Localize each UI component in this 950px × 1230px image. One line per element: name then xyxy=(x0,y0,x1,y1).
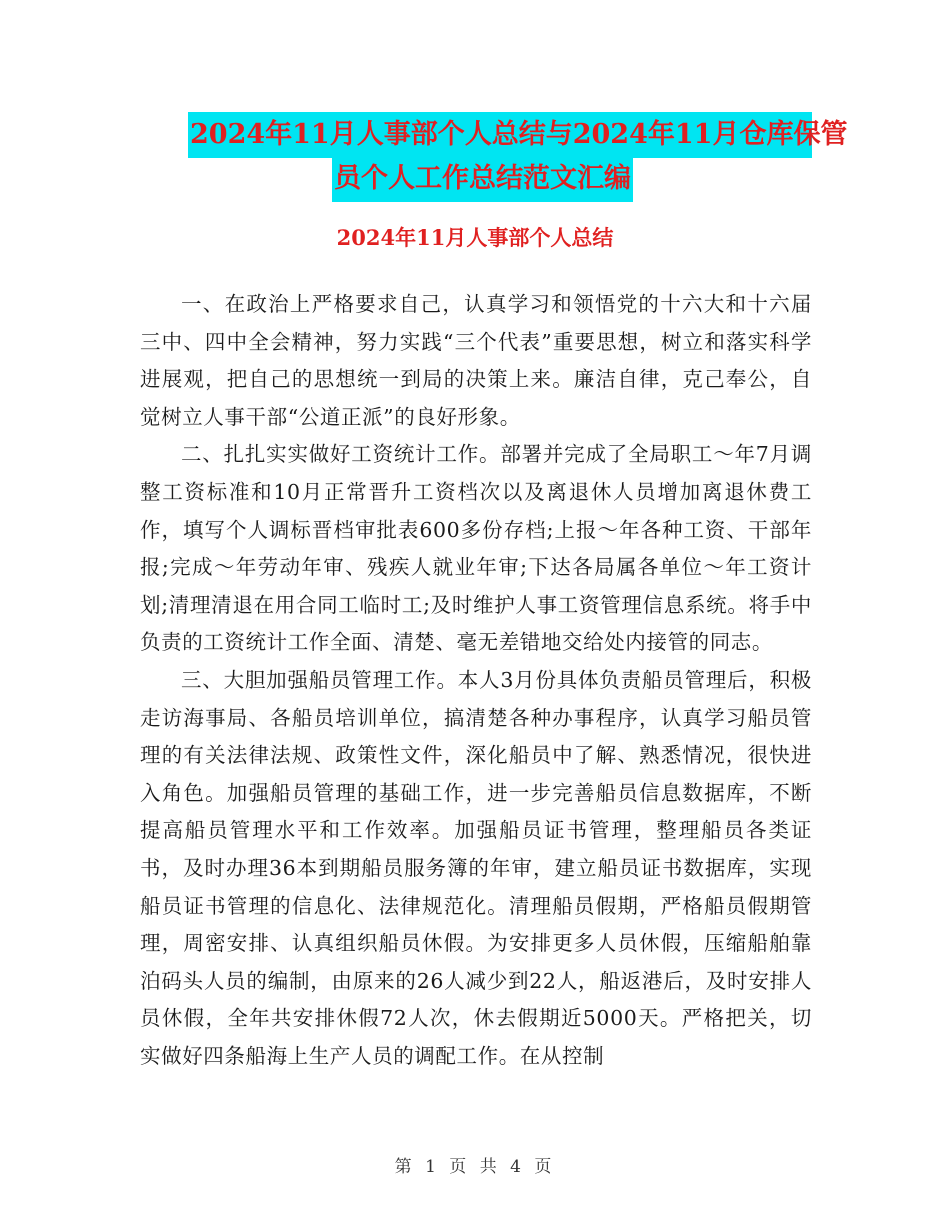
paragraph-2: 二、扎扎实实做好工资统计工作。部署并完成了全局职工～年7月调整工资标准和10月正常晋升工资档次以及离退休人员增加离退休费工作，填写个人调标晋档审批表600多份存档;上报～年各种工资、干部年报;完成～年劳动年审、残疾人就业年审;下达各局属各单位～年工资计划;清理清退在用合同工临时工;及时维护人事工资管理信息系统。将手中负责的工资统计工作全面、清楚、毫无差错地交给处内接管的同志。 xyxy=(140,442,812,655)
section-title: 2024年11月人事部个人总结 xyxy=(336,225,614,250)
body-text xyxy=(140,286,812,1075)
paragraph-3: 三、大胆加强船员管理工作。本人3月份具体负责船员管理后，积极走访海事局、各船员培训单位，搞清楚各种办事程序，认真学习船员管理的有关法律法规、政策性文件，深化船员中了解、熟悉情况，很快进入角色。加强船员管理的基础工作，进一步完善船员信息数据库，不断提高船员管理水平和工作效率。加强船员证书管理，整理船员各类证书，及时办理36本到期船员服务簿的年审，建立船员证书数据库，实现船员证书管理的信息化、法律规范化。清理船员假期，严格船员假期管理，周密安排、认真组织船员休假。为安排更多人员休假，压缩船舶靠泊码头人员的编制，由原来的26人减少到22人，船返港后，及时安排人员休假，全年共安排休假72人次，休去假期近5000天。严格把关，切实做好四条船海上生产人员的调配工作。在从控制 xyxy=(140,667,812,1068)
page-footer: 第 1 页 共 4 页 xyxy=(394,1157,556,1177)
paragraph-1: 一、在政治上严格要求自己，认真学习和领悟党的十六大和十六届三中、四中全会精神，努力实践“三个代表”重要思想，树立和落实科学进展观，把自己的思想统一到局的决策上来。廉洁自律，克己奉公，自觉树立人事干部“公道正派”的良好形象。 xyxy=(140,292,812,429)
title-line-1: 2024年11月人事部个人总结与2024年11月仓库保管 xyxy=(188,112,812,158)
title-line-2: 员个人工作总结范文汇编 xyxy=(332,156,633,202)
